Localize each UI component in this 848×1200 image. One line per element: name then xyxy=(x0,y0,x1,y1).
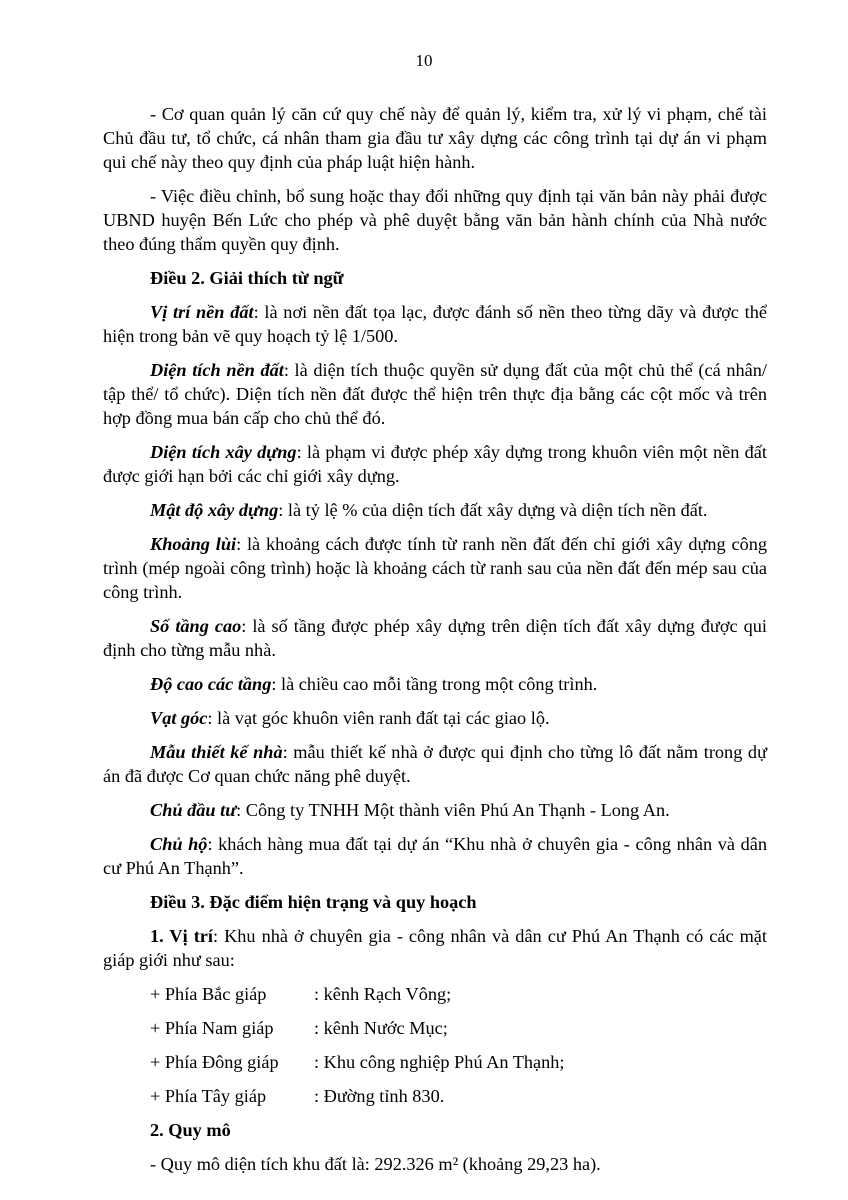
definition-text: : là nơi nền đất tọa lạc, được đánh số nền theo từng dãy và được thể hiện trong bản vẽ quy hoạch tỷ lệ 1/500. xyxy=(103,302,767,346)
definition-term: Chủ đầu tư xyxy=(150,800,237,820)
border-value: : kênh Nước Mục; xyxy=(314,1018,448,1038)
definition-text: : là vạt góc khuôn viên ranh đất tại các giao lộ. xyxy=(207,708,550,728)
border-south xyxy=(103,1016,767,1040)
border-value: : Khu công nghiệp Phú An Thạnh; xyxy=(314,1052,565,1072)
definition-setback xyxy=(103,532,767,604)
border-direction: + Phía Bắc giáp xyxy=(150,984,267,1004)
definition-text: : là chiều cao mỗi tầng trong một công trình. xyxy=(271,674,598,694)
border-direction: + Phía Đông giáp xyxy=(150,1052,279,1072)
location-label: 1. Vị trí xyxy=(150,926,213,946)
definition-text: : là số tầng được phép xây dựng trên diện tích đất xây dựng được qui định cho từng mẫu nhà. xyxy=(103,616,767,660)
definition-building-area xyxy=(103,440,767,488)
scale-heading: 2. Quy mô xyxy=(150,1120,231,1140)
definition-text: : là tỷ lệ % của diện tích đất xây dựng và diện tích nền đất. xyxy=(278,500,708,520)
border-direction: + Phía Tây giáp xyxy=(150,1086,267,1106)
definition-investor xyxy=(103,798,767,822)
scale-text: - Quy mô diện tích khu đất là: 292.326 m² (khoảng 29,23 ha). xyxy=(150,1154,601,1174)
definition-land-position xyxy=(103,300,767,348)
document-body xyxy=(103,102,767,1186)
paragraph-management: - Cơ quan quản lý căn cứ quy chế này để quản lý, kiểm tra, xử lý vi phạm, chế tài Chủ đầu tư, tổ chức, cá nhân tham gia đầu tư xây dựng các công trình tại dự án vi phạm qui chế này theo quy định của pháp luật hiện hành. xyxy=(103,104,767,172)
border-east xyxy=(103,1050,767,1074)
definition-term: Độ cao các tầng xyxy=(150,674,272,694)
definition-building-density xyxy=(103,498,767,522)
article-3-heading: Điều 3. Đặc điểm hiện trạng và quy hoạch xyxy=(150,892,477,912)
definition-text: : Công ty TNHH Một thành viên Phú An Thạnh - Long An. xyxy=(236,800,670,820)
definition-floor-count xyxy=(103,614,767,662)
definition-text: : khách hàng mua đất tại dự án “Khu nhà ở chuyên gia - công nhân và dân cư Phú An Thạnh”. xyxy=(103,834,767,878)
definition-house-design xyxy=(103,740,767,788)
definition-term: Vị trí nền đất xyxy=(150,302,254,322)
definition-text: : là diện tích thuộc quyền sử dụng đất của một chủ thể (cá nhân/ tập thể/ tổ chức). Diện tích nền đất được thể hiện trên thực địa bằng các cột mốc và trên hợp đồng mua bán cấp cho chủ thể đó. xyxy=(103,360,767,428)
page-number: 10 xyxy=(415,51,433,70)
definition-household-owner xyxy=(103,832,767,880)
border-value: : Đường tỉnh 830. xyxy=(314,1086,445,1106)
definition-term: Mẫu thiết kế nhà xyxy=(150,742,283,762)
definition-term: Mật độ xây dựng xyxy=(150,500,279,520)
definition-corner-cut xyxy=(103,706,767,730)
definition-term: Diện tích nền đất xyxy=(150,360,284,380)
definition-term: Vạt góc xyxy=(150,708,208,728)
definition-text: : là phạm vi được phép xây dựng trong khuôn viên một nền đất được giới hạn bởi các chỉ giới xây dựng. xyxy=(103,442,767,486)
definition-land-area xyxy=(103,358,767,430)
definition-text: : mẫu thiết kế nhà ở được qui định cho từng lô đất nằm trong dự án đã được Cơ quan chức năng phê duyệt. xyxy=(103,742,767,786)
border-value: : kênh Rạch Vông; xyxy=(314,984,452,1004)
definition-text: : là khoảng cách được tính từ ranh nền đất đến chỉ giới xây dựng công trình (mép ngoài công trình) hoặc là khoảng cách từ ranh sau của nền đất đến mép sau của công trình. xyxy=(103,534,767,602)
location-text: : Khu nhà ở chuyên gia - công nhân và dân cư Phú An Thạnh có các mặt giáp giới như sau: xyxy=(103,926,767,970)
definition-term: Diện tích xây dựng xyxy=(150,442,297,462)
definition-floor-height xyxy=(103,672,767,696)
location-paragraph xyxy=(103,924,767,972)
border-west xyxy=(103,1084,767,1108)
article-2-heading: Điều 2. Giải thích từ ngữ xyxy=(150,268,344,288)
border-north xyxy=(103,982,767,1006)
paragraph-adjustment: - Việc điều chỉnh, bổ sung hoặc thay đổi những quy định tại văn bản này phải được UBND huyện Bến Lức cho phép và phê duyệt bằng văn bản hành chính của Nhà nước theo đúng thẩm quyền quy định. xyxy=(103,186,767,254)
border-direction: + Phía Nam giáp xyxy=(150,1018,274,1038)
definition-term: Chủ hộ xyxy=(150,834,208,854)
definition-term: Khoảng lùi xyxy=(150,534,237,554)
definition-term: Số tầng cao xyxy=(150,616,242,636)
